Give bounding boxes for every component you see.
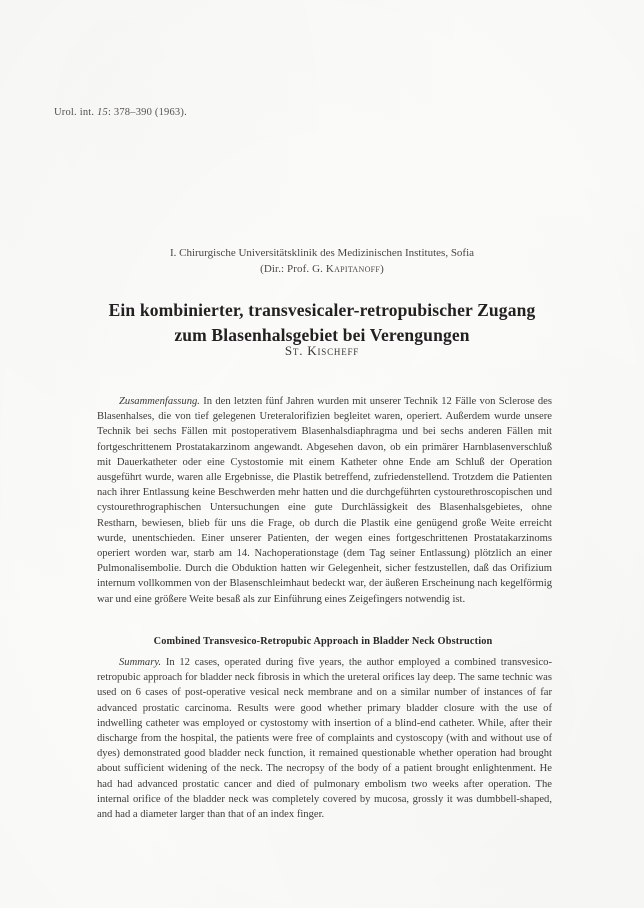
director-name: Kapitanoff [325, 263, 381, 275]
affiliation-institute: I. Chirurgische Universitätsklinik des Medizinischen Institutes, Sofia [169, 247, 475, 259]
english-abstract-heading: Combined Transvesico-Retropubic Approach in Bladder Neck Obstruction [153, 636, 493, 647]
citation-volume: 15 [97, 107, 108, 118]
article-title-line-2: zum Blasenhalsgebiet bei Verengungen [174, 324, 470, 345]
author-byline: St. Kischeff [284, 343, 360, 358]
citation-terminator: . [184, 107, 187, 118]
citation-journal: Urol. int. [54, 107, 95, 118]
abstract-english [97, 655, 552, 822]
abstract-german-body: In den letzten fünf Jahren wurden mit unserer Technik 12 Fälle von Sclerose des Blasenhalses, die von tief gelegenen Ureteralorifizien begleitet waren, operiert. Außerdem wurde unsere Technik bei sechs Fällen mit postoperativem Blasenhalsdiaphragma und bei sechs anderen Fällen mit fortgeschrittenem Prostatakarzinom angewandt. Abgesehen davon, ob ein primärer Harnblasenverschluß mit Dauerkatheter oder eine Cystostomie mit einem Katheter ohne Ende am Schluß der Operation ausgeführt wurde, waren alle Ergebnisse, die Plastik betreffend, zufriedenstellend. Trotzdem die Patienten nach ihrer Entlassung keine Beschwerden mehr hatten und die durchgeführten cystourethroscopischen und cystourethrographischen Untersuchungen eine gute Durchlässigkeit des Blasenhalsgebietes, ohne Restharn, bewiesen, blieb für uns die Frage, ob durch die Plastik eine genügend große Weite erreicht wurde, unentschieden. Einer unserer Patienten, der wegen eines fortgeschrittenen Prostatakarzinoms operiert worden war, starb am 14. Nachoperationstage (dem Tag seiner Entlassung) plötzlich an einer Pulmonalisembolie. Durch die Obduktion hatten wir Gelegenheit, sicher festzustellen, daß das Orifizium internum vollkommen von der Blasenschleimhaut bedeckt war, der äußeren Erscheinung nach kegelförmig war und eine größere Weite besaß als zur Einführung eines Zeigefingers notwendig ist. [97, 396, 552, 605]
citation-separator: : [107, 107, 114, 118]
affiliation-director [0, 261, 644, 277]
abstract-english-label: Summary. [119, 657, 162, 668]
article-title-line-1: Ein kombinierter, transvesicaler-retropubischer Zugang [108, 299, 536, 320]
director-suffix: ) [380, 263, 384, 275]
abstract-german [97, 394, 552, 607]
citation-pages: 378–390 [113, 107, 153, 118]
abstract-english-body: In 12 cases, operated during five years, the author employed a combined transvesico-retropubic approach for bladder neck fibrosis in which the ureteral orifices lay deep. The same technic was used on 6 cases of post-operative vesical neck membrane and on a similar number of instances of far advanced prostatic carcinoma. Results were good whether primary bladder closure with the use of indwelling catheter was employed or cystostomy with insertion of a blind-end catheter. While, after their discharge from the hospital, the patients were free of complaints and cystoscopy (with and without use of dyes) demonstrated good bladder neck function, it remained questionable whether operation had brought about sufficient widening of the neck. The necropsy of the body of a patient brought enlightenment. He had had advanced prostatic cancer and died of pulmonary embolism two weeks after operation. The internal orifice of the bladder neck was completely covered by mucosa, grossly it was dumbbell-shaped, and had a diameter larger than that of an index finger. [97, 657, 552, 821]
article-title [62, 298, 582, 348]
abstract-german-label: Zusammenfassung. [119, 396, 200, 407]
affiliation-block [0, 245, 644, 277]
citation-year: (1963) [154, 107, 185, 118]
director-prefix: (Dir.: Prof. G. [260, 263, 326, 275]
citation-line [54, 107, 187, 118]
